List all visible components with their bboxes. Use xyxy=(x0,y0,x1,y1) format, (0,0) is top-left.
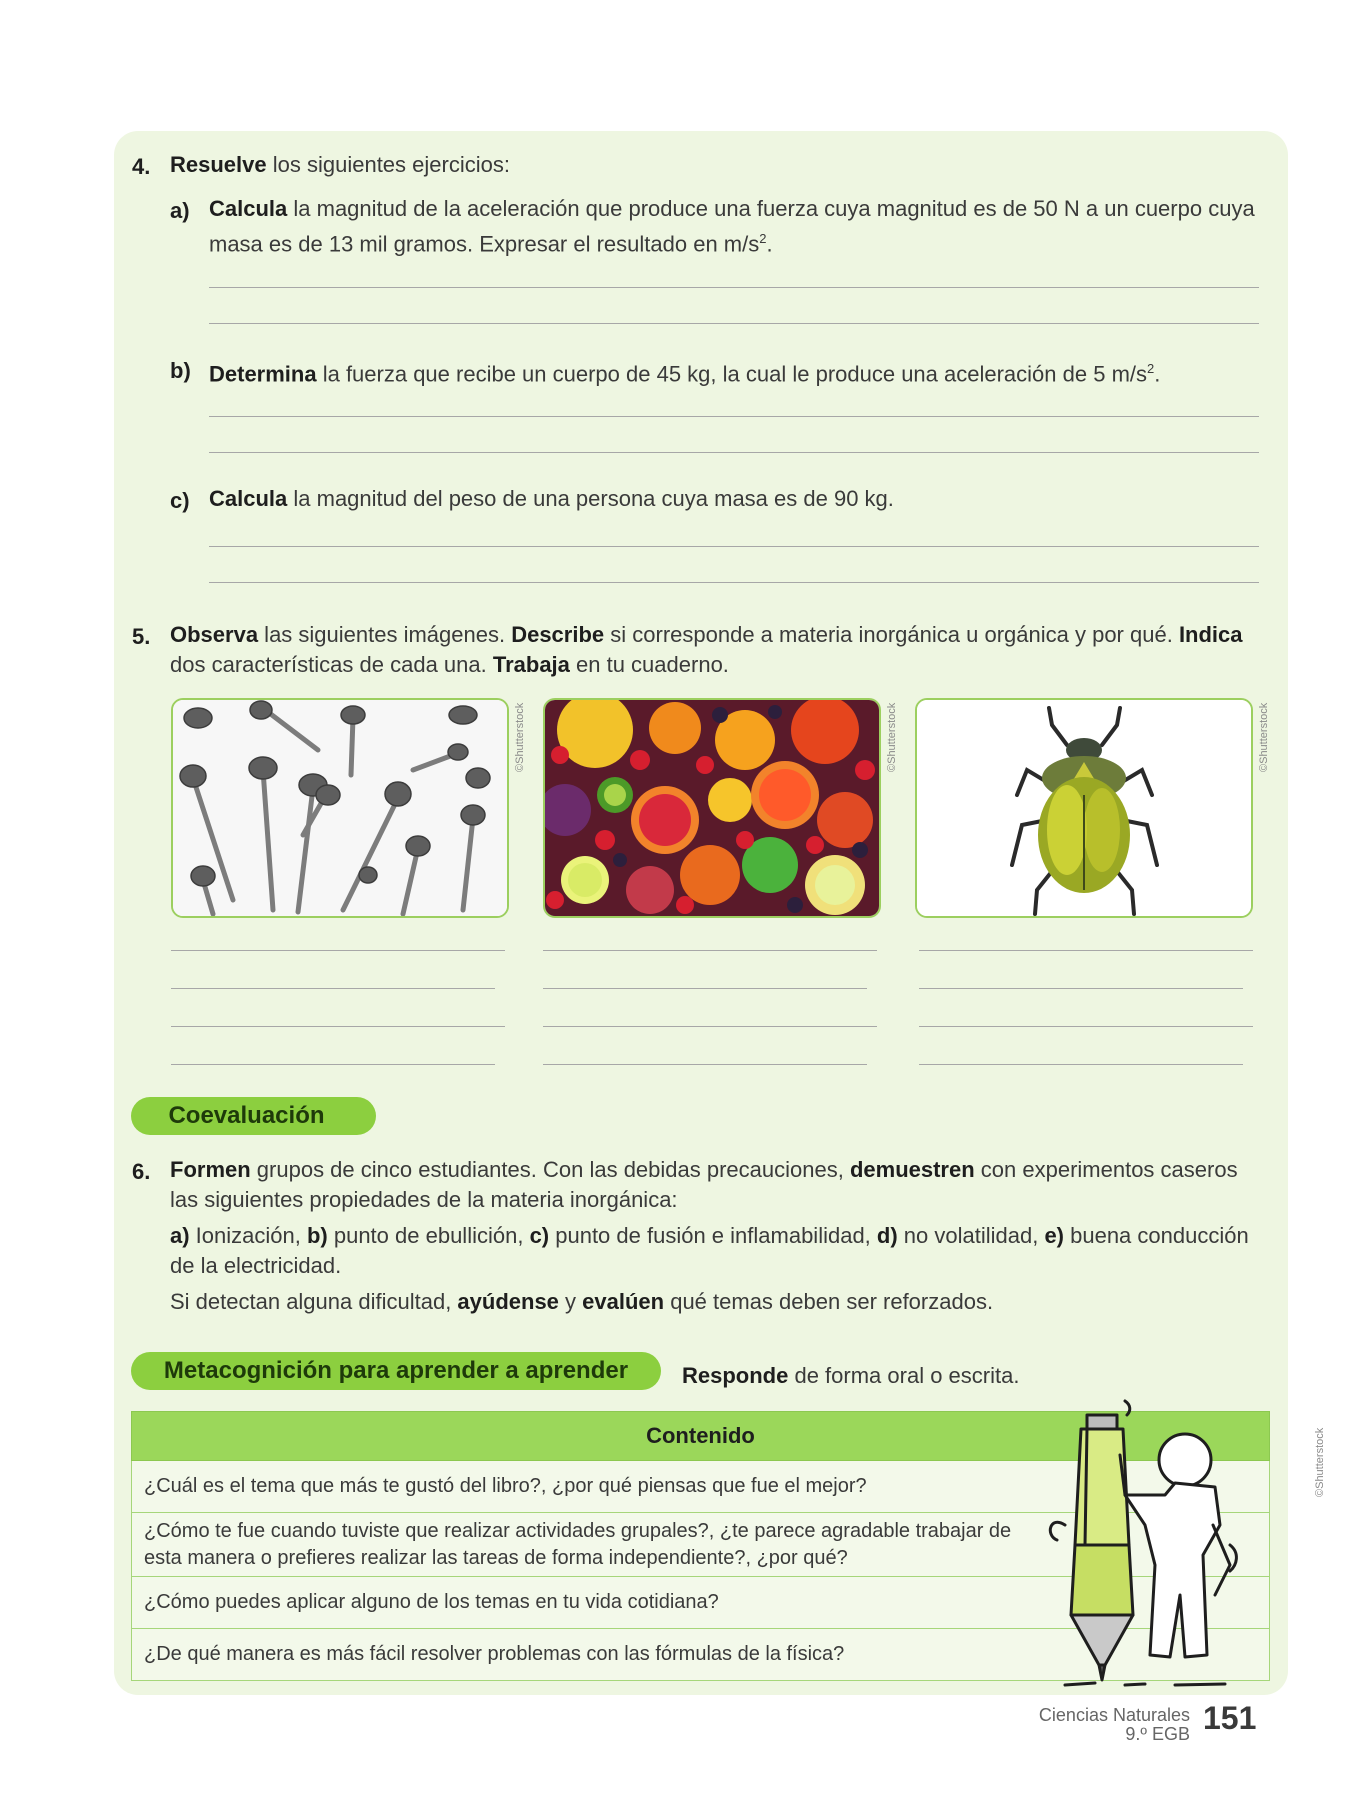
answer-line[interactable] xyxy=(543,1064,867,1065)
answer-line[interactable] xyxy=(209,416,1259,417)
q5-text: Observa las siguientes imágenes. Describe si corresponde a materia inorgánica u orgánica y por qué. Indica dos características de cada una. Trabaja en tu cuaderno. xyxy=(170,622,1243,677)
coevaluacion-heading: Coevaluación xyxy=(131,1097,376,1135)
footer-subject: Ciencias Naturales 9.º EGB xyxy=(1038,1705,1190,1744)
q6-text: Formen grupos de cinco estudiantes. Con las debidas precauciones, demuestren con experimentos caseros las siguientes propiedades de la materia inorgánica: xyxy=(170,1157,1238,1212)
answer-line[interactable] xyxy=(209,582,1259,583)
answer-line[interactable] xyxy=(209,452,1259,453)
q4a-text: Calcula la magnitud de la aceleración que produce una fuerza cuya magnitud es de 50 N a un cuerpo cuya masa es de 13 mil gramos. Expresar el resultado en $m/s^2$. xyxy=(209,196,1255,257)
answer-line[interactable] xyxy=(171,1064,495,1065)
q4-prompt: Resuelve los siguientes ejercicios: xyxy=(170,152,510,177)
illustration-credit: ©Shutterstock xyxy=(1314,1427,1326,1497)
answer-line[interactable] xyxy=(919,1064,1243,1065)
q4a-label: a) xyxy=(170,198,190,223)
table-row: ¿Cuál es el tema que más te gustó del libro?, ¿por qué piensas que fue el mejor? xyxy=(132,1461,1270,1513)
nails-illustration xyxy=(173,700,507,916)
answer-line[interactable] xyxy=(919,988,1243,989)
table-row: ¿Cómo te fue cuando tuviste que realizar actividades grupales?, ¿te parece agradable trabajar de esta manera o prefieres realizar las tareas de forma independiente?, ¿por qué? xyxy=(132,1513,1270,1577)
answer-line[interactable] xyxy=(209,323,1259,324)
q4c-text: Calcula la magnitud del peso de una persona cuya masa es de 90 kg. xyxy=(209,486,894,511)
answer-line[interactable] xyxy=(171,1026,505,1027)
pencil-character-illustration xyxy=(1025,1395,1265,1695)
answer-line[interactable] xyxy=(543,1026,877,1027)
answer-line[interactable] xyxy=(209,546,1259,547)
table-row: ¿Cómo puedes aplicar alguno de los temas en tu vida cotidiana? xyxy=(132,1577,1270,1629)
answer-line[interactable] xyxy=(919,1026,1253,1027)
answer-line[interactable] xyxy=(171,988,495,989)
q4b-label: b) xyxy=(170,358,191,383)
answer-line[interactable] xyxy=(919,950,1253,951)
q6-closing: Si detectan alguna dificultad, ayúdense y evalúen qué temas deben ser reforzados. xyxy=(170,1289,994,1314)
q4b-text: Determina la fuerza que recibe un cuerpo de 45 kg, la cual le produce una aceleración de 5 $m/s^2$. xyxy=(209,361,1161,387)
beetle-illustration xyxy=(917,700,1251,916)
nails-photo xyxy=(171,698,509,918)
photo-credit: ©Shutterstock xyxy=(514,702,526,772)
q4-number: 4. xyxy=(132,154,151,179)
photo-credit: ©Shutterstock xyxy=(886,702,898,772)
table-header: Contenido xyxy=(132,1412,1270,1461)
answer-line[interactable] xyxy=(171,950,505,951)
q6-number: 6. xyxy=(132,1159,151,1184)
fruits-illustration xyxy=(545,700,879,916)
answer-line[interactable] xyxy=(543,988,867,989)
meta-instruction: Responde de forma oral o escrita. xyxy=(682,1363,1020,1388)
fruits-photo xyxy=(543,698,881,918)
q5-number: 5. xyxy=(132,624,151,649)
photo-credit: ©Shutterstock xyxy=(1258,702,1270,772)
page-number: 151 xyxy=(1203,1700,1257,1736)
q4c-label: c) xyxy=(170,488,190,513)
table-row: ¿De qué manera es más fácil resolver problemas con las fórmulas de la física? xyxy=(132,1629,1270,1681)
answer-line[interactable] xyxy=(209,287,1259,288)
q6-properties: a) Ionización, b) punto de ebullición, c) punto de fusión e inflamabilidad, d) no volatilidad, e) buena conducción de la electricidad. xyxy=(170,1223,1249,1278)
metacognicion-heading: Metacognición para aprender a aprender xyxy=(131,1352,661,1390)
beetle-photo xyxy=(915,698,1253,918)
answer-line[interactable] xyxy=(543,950,877,951)
